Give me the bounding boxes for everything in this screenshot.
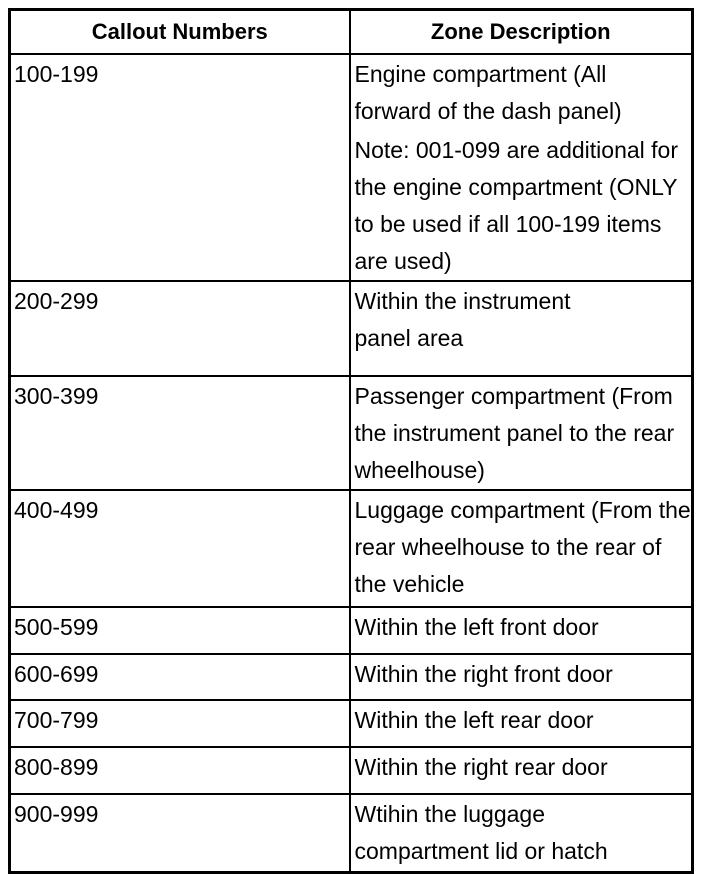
zone-cell: Wtihin the luggage compartment lid or hatch [350,794,693,872]
zone-cell: Passenger compartment (From the instrument panel to the rear wheelhouse) [350,376,693,490]
callout-cell: 100-199 [10,54,350,281]
table-row [10,54,693,281]
table-row [10,794,693,872]
callout-cell: 900-999 [10,794,350,872]
table-row [10,490,693,607]
callout-cell: 500-599 [10,607,350,654]
zone-cell [350,54,693,281]
callout-zone-table [8,8,694,874]
zone-cell: Within the instrument panel area [350,281,693,376]
zone-cell: Within the right rear door [350,747,693,794]
header-zone-description: Zone Description [350,10,693,55]
zone-note: Note: 001-099 are additional for the engine compartment (ONLY to be used if all 100-199 items are used) [354,137,678,274]
table-row [10,654,693,700]
callout-cell: 300-399 [10,376,350,490]
table-row [10,747,693,794]
zone-cell: Within the left rear door [350,700,693,747]
table-row [10,376,693,490]
callout-cell: 200-299 [10,281,350,376]
table-row [10,700,693,747]
callout-cell: 600-699 [10,654,350,700]
zone-cell: Within the right front door [350,654,693,700]
table-row [10,281,693,376]
header-row [10,10,693,55]
header-callout-numbers: Callout Numbers [10,10,350,55]
callout-cell: 700-799 [10,700,350,747]
zone-cell: Within the left front door [350,607,693,654]
callout-cell: 400-499 [10,490,350,607]
callout-cell: 800-899 [10,747,350,794]
zone-text: Engine compartment (All forward of the dash panel) [354,61,622,124]
table-row [10,607,693,654]
zone-cell: Luggage compartment (From the rear wheelhouse to the rear of the vehicle [350,490,693,607]
